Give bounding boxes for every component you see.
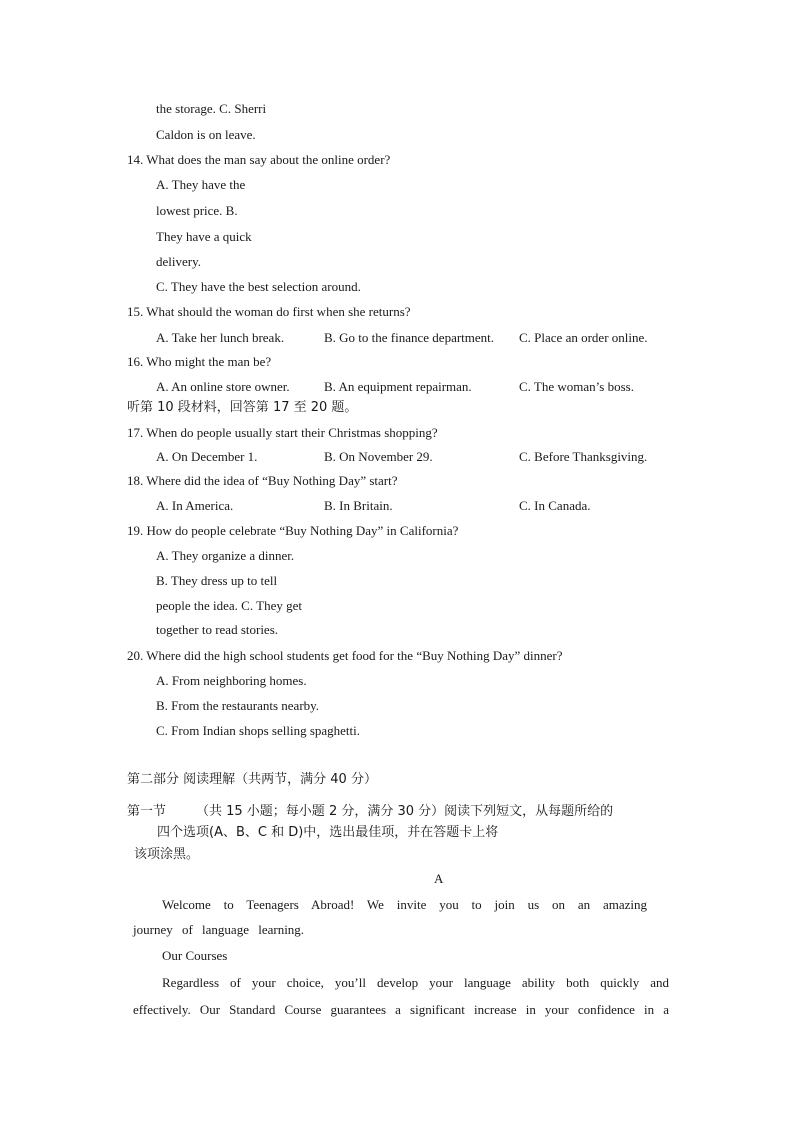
passage-heading: Our Courses: [162, 948, 228, 963]
passage-paragraph-line: journey of language learning.: [133, 922, 305, 937]
q18-option-b: B. In Britain.: [324, 498, 393, 513]
q20-option-line: A. From neighboring homes.: [156, 673, 307, 688]
q15-question: 15. What should the woman do first when she returns?: [127, 304, 411, 319]
q15-option-a: A. Take her lunch break.: [156, 330, 285, 345]
q19-option-line: B. They dress up to tell: [156, 573, 278, 588]
q19-question: 19. How do people celebrate “Buy Nothing Day” in California?: [127, 523, 459, 538]
passage-paragraph-line: Regardless of your choice, you’ll develop your language ability both quickly and: [162, 975, 669, 990]
q17-question: 17. When do people usually start their Christmas shopping?: [127, 425, 438, 440]
passage-label: A: [434, 871, 444, 886]
q16-option-c: C. The woman’s boss.: [519, 379, 634, 394]
passage-paragraph-line: Welcome to Teenagers Abroad! We invite you to join us on an amazing: [162, 897, 647, 912]
reading-section-instructions: 四个选项(A、B、C 和 D)中，选出最佳项，并在答题卡上将: [157, 825, 499, 840]
reading-section-label: 第一节: [127, 804, 167, 819]
q14-option-line: delivery.: [156, 254, 201, 269]
q20-question: 20. Where did the high school students get food for the “Buy Nothing Day” dinner?: [127, 648, 563, 663]
q20-option-line: B. From the restaurants nearby.: [156, 698, 320, 713]
reading-section-instructions: 该项涂黑。: [134, 847, 200, 862]
q19-option-line: A. They organize a dinner.: [156, 548, 295, 563]
reading-part-title: 第二部分 阅读理解（共两节，满分 40 分）: [127, 772, 377, 787]
q18-option-a: A. In America.: [156, 498, 234, 513]
q15-option-b: B. Go to the finance department.: [324, 330, 495, 345]
q17-option-a: A. On December 1.: [156, 449, 258, 464]
q18-option-c: C. In Canada.: [519, 498, 591, 513]
q16-question: 16. Who might the man be?: [127, 354, 272, 369]
q18-question: 18. Where did the idea of “Buy Nothing Day” start?: [127, 473, 398, 488]
q19-option-line: together to read stories.: [156, 622, 279, 637]
q16-option-b: B. An equipment repairman.: [324, 379, 472, 394]
q20-option-line: C. From Indian shops selling spaghetti.: [156, 723, 361, 738]
q13-option-line: the storage. C. Sherri: [156, 101, 267, 116]
reading-section-instructions: （共 15 小题；每小题 2 分，满分 30 分）阅读下列短文，从每题所给的: [196, 804, 614, 819]
passage-paragraph-line: effectively. Our Standard Course guarantees a significant increase in your confidence in a: [133, 1002, 669, 1017]
q16-option-a: A. An online store owner.: [156, 379, 290, 394]
q17-option-c: C. Before Thanksgiving.: [519, 449, 648, 464]
q15-option-c: C. Place an order online.: [519, 330, 648, 345]
q14-option-line: C. They have the best selection around.: [156, 279, 361, 294]
q14-option-line: lowest price. B.: [156, 203, 238, 218]
listening-section-note: 听第 10 段材料，回答第 17 至 20 题。: [127, 400, 358, 415]
q14-question: 14. What does the man say about the online order?: [127, 152, 391, 167]
q14-option-line: A. They have the: [156, 177, 246, 192]
q17-option-b: B. On November 29.: [324, 449, 433, 464]
q14-option-line: They have a quick: [156, 229, 252, 244]
q19-option-line: people the idea. C. They get: [156, 598, 302, 613]
q13-option-line: Caldon is on leave.: [156, 127, 256, 142]
